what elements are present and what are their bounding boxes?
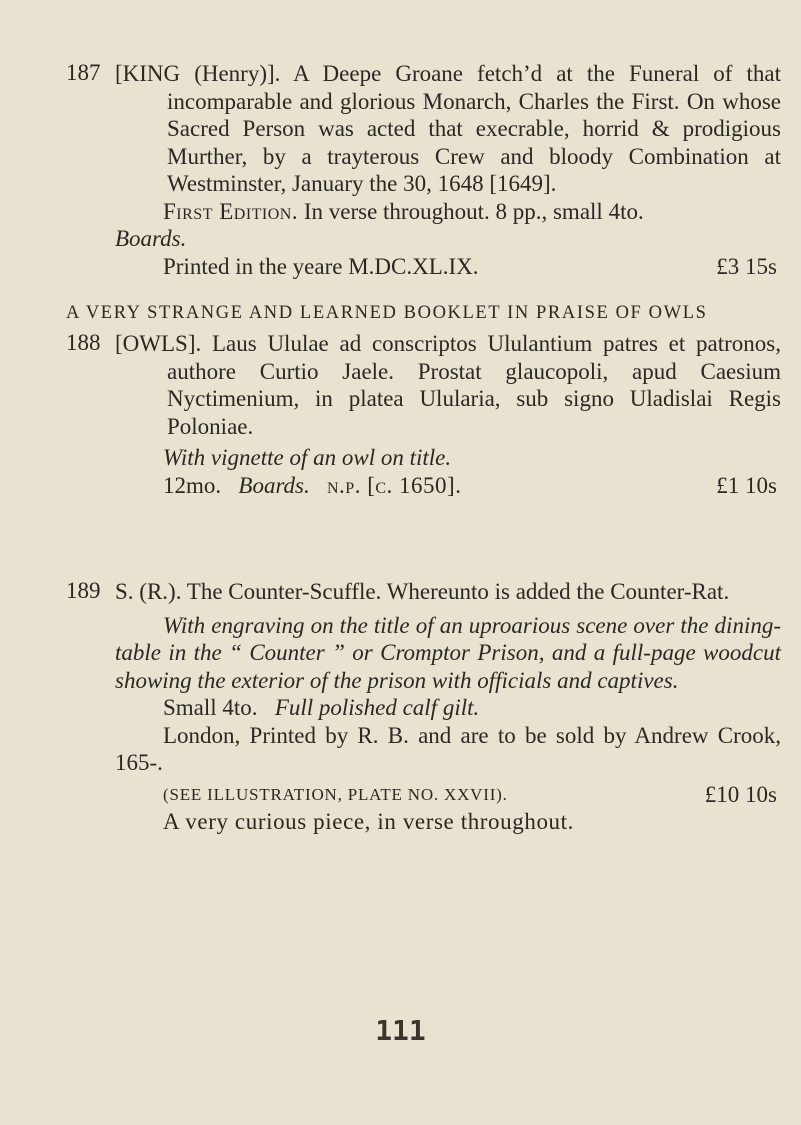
format-row: [115, 472, 781, 500]
binding: Boards.: [115, 226, 187, 251]
lot-number: 187: [66, 60, 101, 85]
lot-remark: A very curious piece, in verse throughout.: [163, 809, 574, 834]
plate-reference: (SEE ILLUSTRATION, PLATE NO. XXVII).: [163, 784, 508, 804]
format-line: [163, 472, 461, 500]
price: £10 10s: [704, 781, 777, 807]
edition-line: [115, 198, 781, 226]
page-number: 111: [375, 1014, 426, 1047]
lot-title: [OWLS]. Laus Ululae ad conscriptos Ululantium patres et patronos, authore Curtio Jaele. Prostat glaucopoli, apud Caesium Nyctimenium, in platea Ulularia, sub signo Uladislai Regis Poloniae.: [115, 331, 781, 439]
lot-number: 188: [66, 330, 101, 355]
format-binding: Boards.: [238, 472, 310, 498]
format-line: [115, 694, 781, 722]
format-binding: Full polished calf gilt.: [274, 695, 480, 720]
price: £3 15s: [716, 253, 777, 279]
format-date: n.p. [c. 1650].: [327, 472, 462, 498]
price: £1 10s: [716, 472, 777, 498]
reference-row: [115, 781, 781, 809]
edition-text: In verse throughout. 8 pp., small 4to.: [303, 198, 644, 224]
lot-note: With engraving on the title of an uproarious scene over the dining-table in the “ Counter ” or Cromptor Prison, and a full-page woodcut showing the exterior of the prison with officials and captives.: [115, 612, 781, 693]
imprint: London, Printed by R. B. and are to be sold by Andrew Crook, 165-.: [115, 722, 781, 775]
lot-title: [KING (Henry)]. A Deepe Groane fetch’d at the Funeral of that incomparable and glorious Monarch, Charles the First. On whose Sacred Person was acted that execrable, horrid & prodigious Murther, by a trayterous Crew and bloody Combination at Westminster, January the 30, 1648 [1649].: [115, 61, 781, 196]
format-size: Small 4to.: [163, 695, 258, 720]
lot-note: With vignette of an owl on title.: [163, 445, 452, 470]
imprint: Printed in the yeare M.DC.XL.IX.: [163, 253, 479, 279]
edition-label: First Edition.: [163, 198, 299, 224]
imprint-row: [115, 253, 781, 281]
lot-title: S. (R.). The Counter-Scuffle. Whereunto is added the Counter-Rat.: [115, 579, 730, 604]
format-size: 12mo.: [163, 472, 222, 498]
section-heading: A VERY STRANGE AND LEARNED BOOKLET IN PRAISE OF OWLS: [66, 303, 708, 323]
lot-number: 189: [66, 578, 101, 603]
